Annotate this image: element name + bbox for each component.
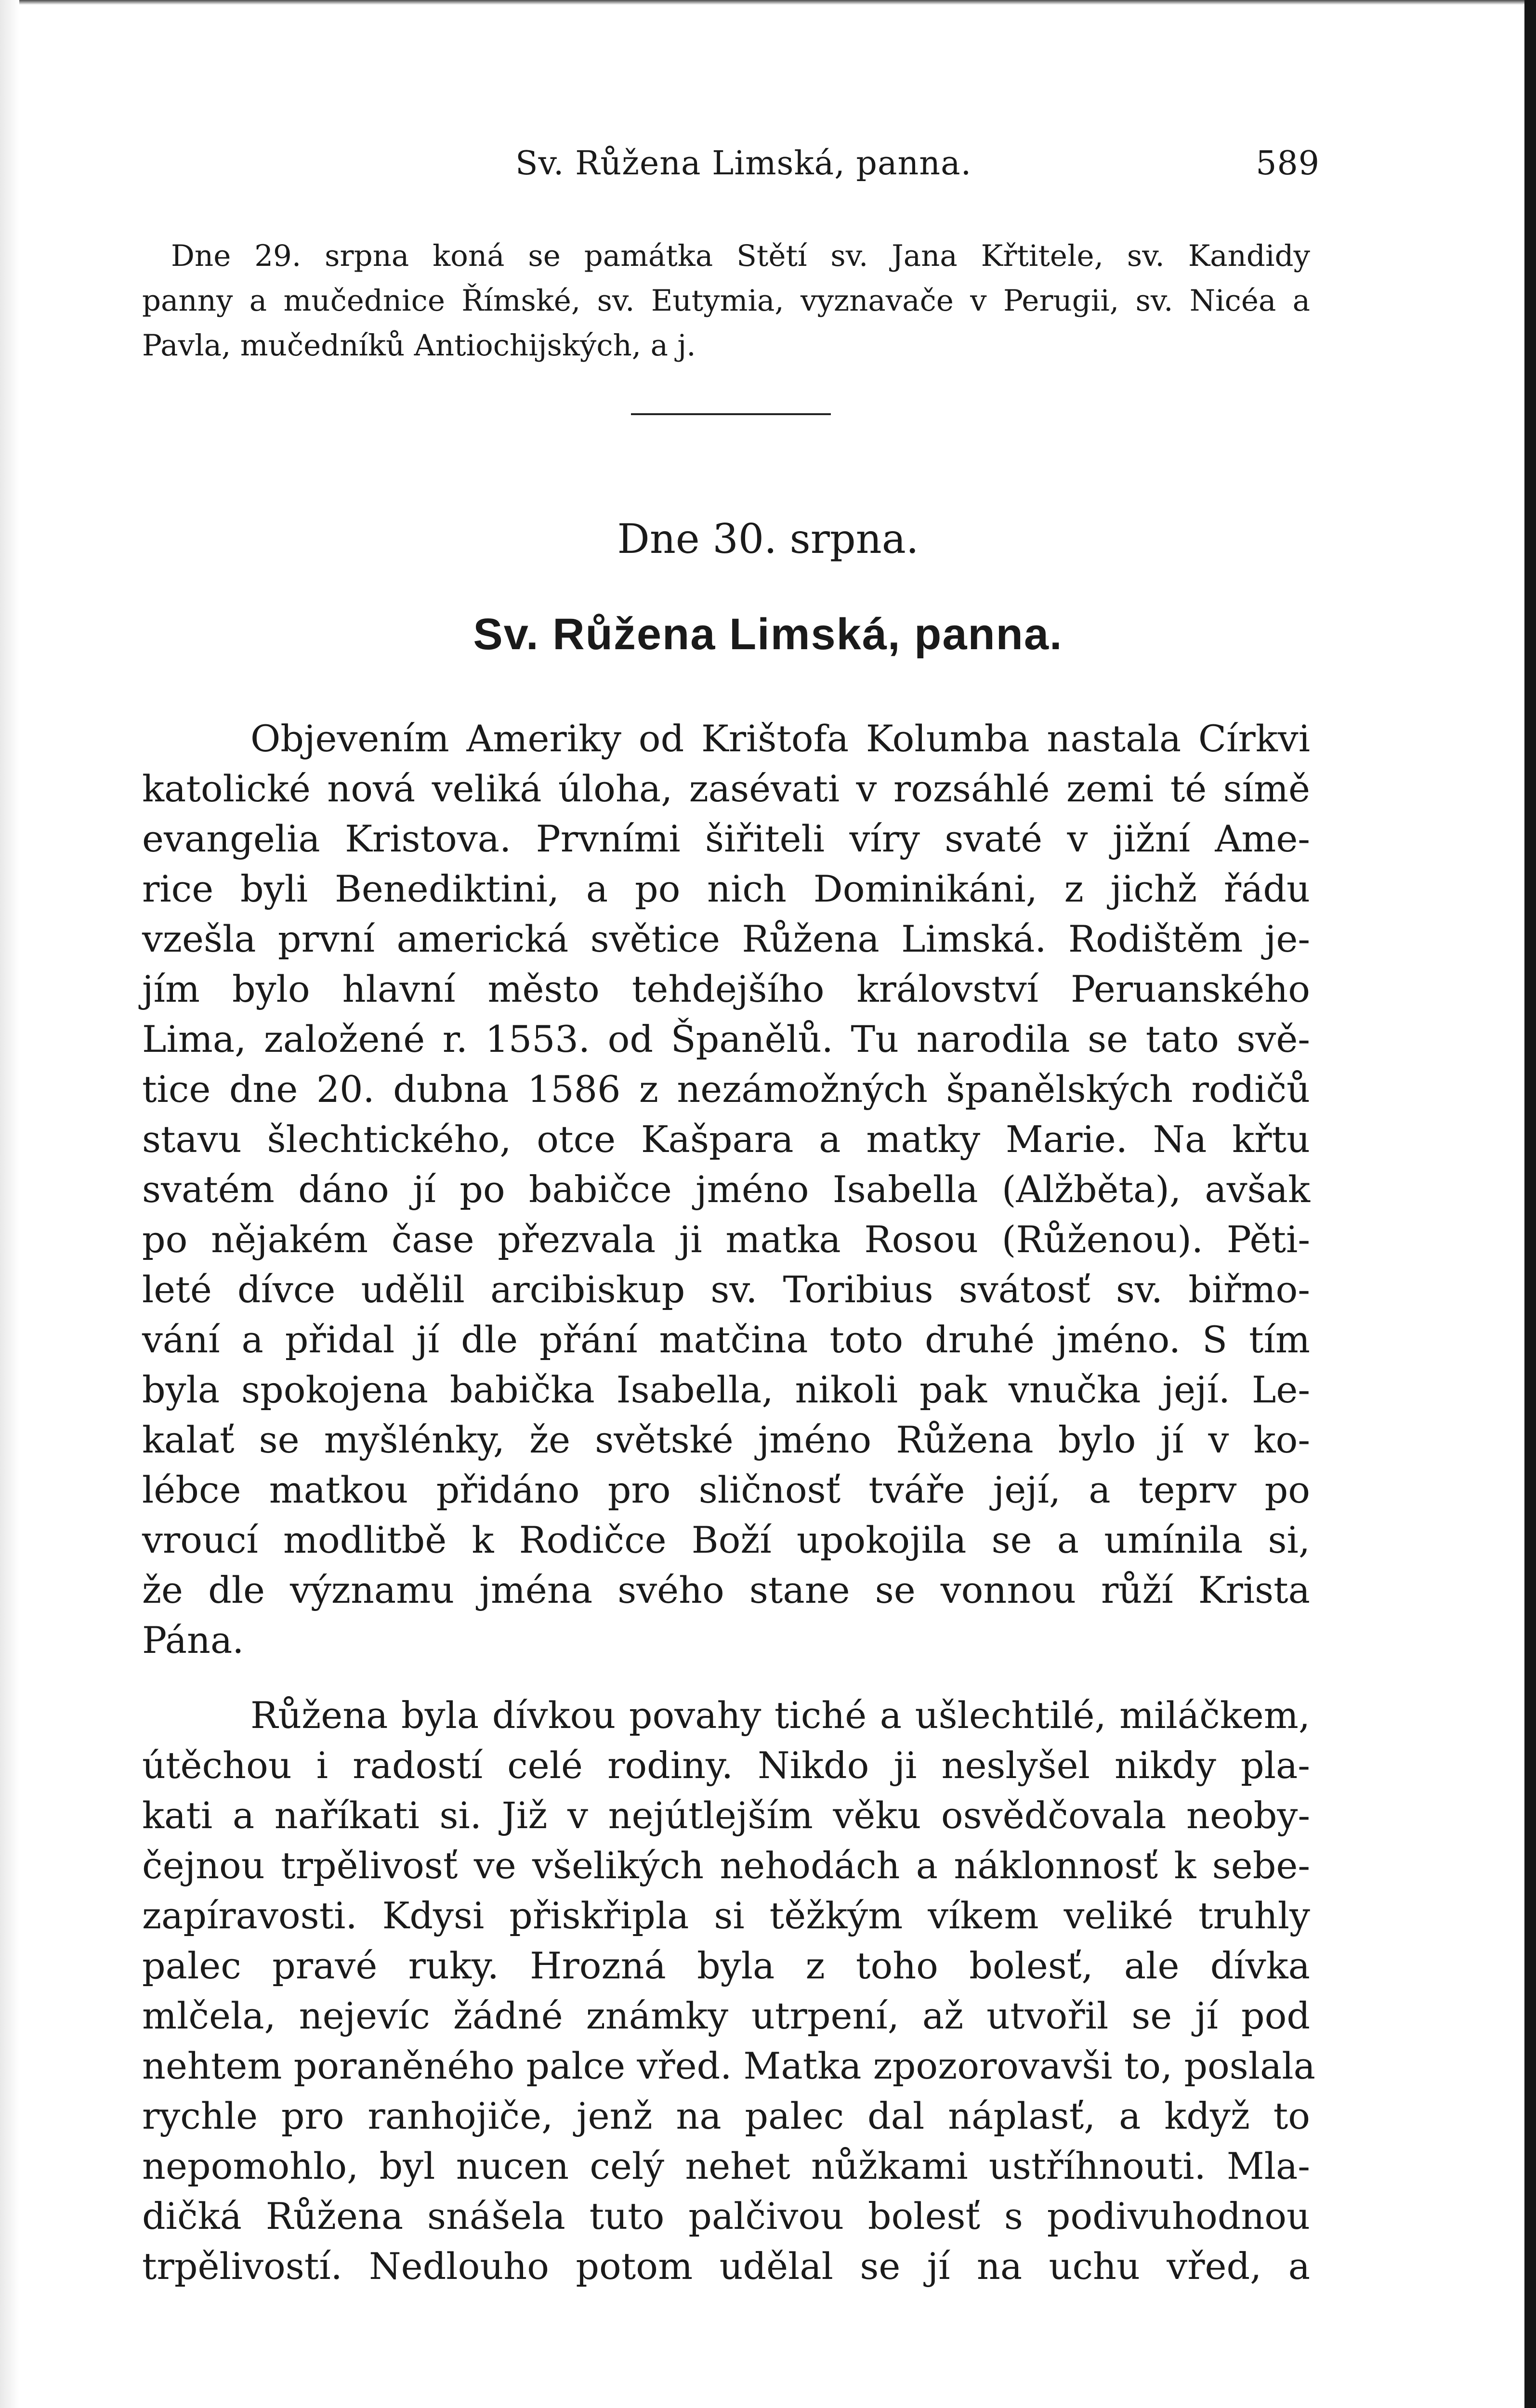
paragraph-line: mlčela, nejevíc žádné známky utrpení, až utvořil se jí pod [142,1994,1310,2037]
paragraph-line: svatém dáno jí po babičce jméno Isabella (Alžběta), avšak [142,1168,1310,1211]
running-head-title: Sv. Růžena Limská, panna. [515,144,972,183]
paragraph-line: nehtem poraněného palce vřed. Matka zpozorovavši to, poslala [142,2044,1315,2087]
paragraph-line: kalať se myšlénky, že světské jméno Růžena bylo jí v ko- [142,1418,1310,1461]
body-paragraph-1 [142,714,1310,1665]
paragraph-line: Růžena byla dívkou povahy tiché a ušlechtilé, miláčkem, [250,1694,1310,1737]
paragraph-line: vání a přidal jí dle přání matčina toto druhé jméno. S tím [142,1318,1310,1361]
paragraph-line: vzešla první americká světice Růžena Limská. Rodištěm je- [142,917,1310,960]
paragraph-line: lébce matkou přidáno pro sličnosť tváře její, a teprv po [142,1468,1310,1511]
date-heading: Dne 30. srpna. [617,515,919,563]
paragraph-line: evangelia Kristova. Prvními šiřiteli víry svaté v jižní Ame- [142,817,1310,860]
paragraph-line: palec pravé ruky. Hrozná byla z toho bolesť, ale dívka [142,1944,1310,1987]
paragraph-line: leté dívce udělil arcibiskup sv. Toribius svátosť sv. biřmo- [142,1268,1310,1311]
page-top-edge [0,0,1536,5]
commemoration-line: panny a mučednice Římské, sv. Eutymia, vyznavače v Perugii, sv. Nicéa a [142,284,1310,318]
paragraph-line: Lima, založené r. 1553. od Španělů. Tu narodila se tato svě- [142,1018,1310,1060]
commemoration-paragraph [142,234,1310,368]
body-paragraph-2 [142,1690,1315,2291]
paragraph-line: Pána. [142,1619,244,1662]
paragraph-line: tice dne 20. dubna 1586 z nezámožných španělských rodičů [142,1068,1310,1111]
paragraph-line: po nějakém čase přezvala ji matka Rosou (Růženou). Pěti- [142,1218,1310,1261]
page-left-shadow [0,0,19,2408]
paragraph-line: Objevením Ameriky od Krištofa Kolumba nastala Církvi [250,717,1310,760]
paragraph-line: jím bylo hlavní město tehdejšího království Peruanského [142,968,1310,1010]
paragraph-line: kati a naříkati si. Již v nejútlejším věku osvědčovala neoby- [142,1794,1310,1837]
paragraph-line: katolické nová veliká úloha, zasévati v rozsáhlé zemi té símě [142,767,1310,810]
paragraph-line: rychle pro ranhojiče, jenž na palec dal náplasť, a když to [142,2094,1310,2137]
paragraph-line: vroucí modlitbě k Rodičce Boží upokojila se a umínila si, [142,1518,1310,1561]
paragraph-line: útěchou i radostí celé rodiny. Nikdo ji neslyšel nikdy pla- [142,1744,1310,1787]
section-divider [631,413,831,415]
paragraph-line: že dle významu jména svého stane se vonnou růží Krista [142,1569,1310,1611]
paragraph-line: rice byli Benediktini, a po nich Dominikáni, z jichž řádu [142,867,1310,910]
commemoration-line: Pavla, mučedníků Antiochijských, a j. [142,328,696,363]
paragraph-line: čejnou trpělivosť ve všelikých nehodách a náklonnosť k sebe- [142,1844,1310,1887]
page-right-edge [1524,0,1536,2408]
paragraph-line: byla spokojena babička Isabella, nikoli pak vnučka její. Le- [142,1368,1310,1411]
paragraph-line: stavu šlechtického, otce Kašpara a matky Marie. Na křtu [142,1118,1310,1161]
paragraph-line: trpělivostí. Nedlouho potom udělal se jí na uchu vřed, a [142,2245,1310,2288]
paragraph-line: nepomohlo, byl nucen celý nehet nůžkami ustříhnouti. Mla- [142,2145,1310,2187]
paragraph-line: dičká Růžena snášela tuto palčivou bolesť s podivuhodnou [142,2195,1310,2238]
commemoration-line: Dne 29. srpna koná se památka Stětí sv. Jana Křtitele, sv. Kandidy [171,239,1310,273]
paragraph-line: zapíravosti. Kdysi přiskřipla si těžkým víkem veliké truhly [142,1894,1310,1937]
saint-title-heading: Sv. Růžena Limská, panna. [473,610,1063,659]
page-number: 589 [1256,144,1320,183]
